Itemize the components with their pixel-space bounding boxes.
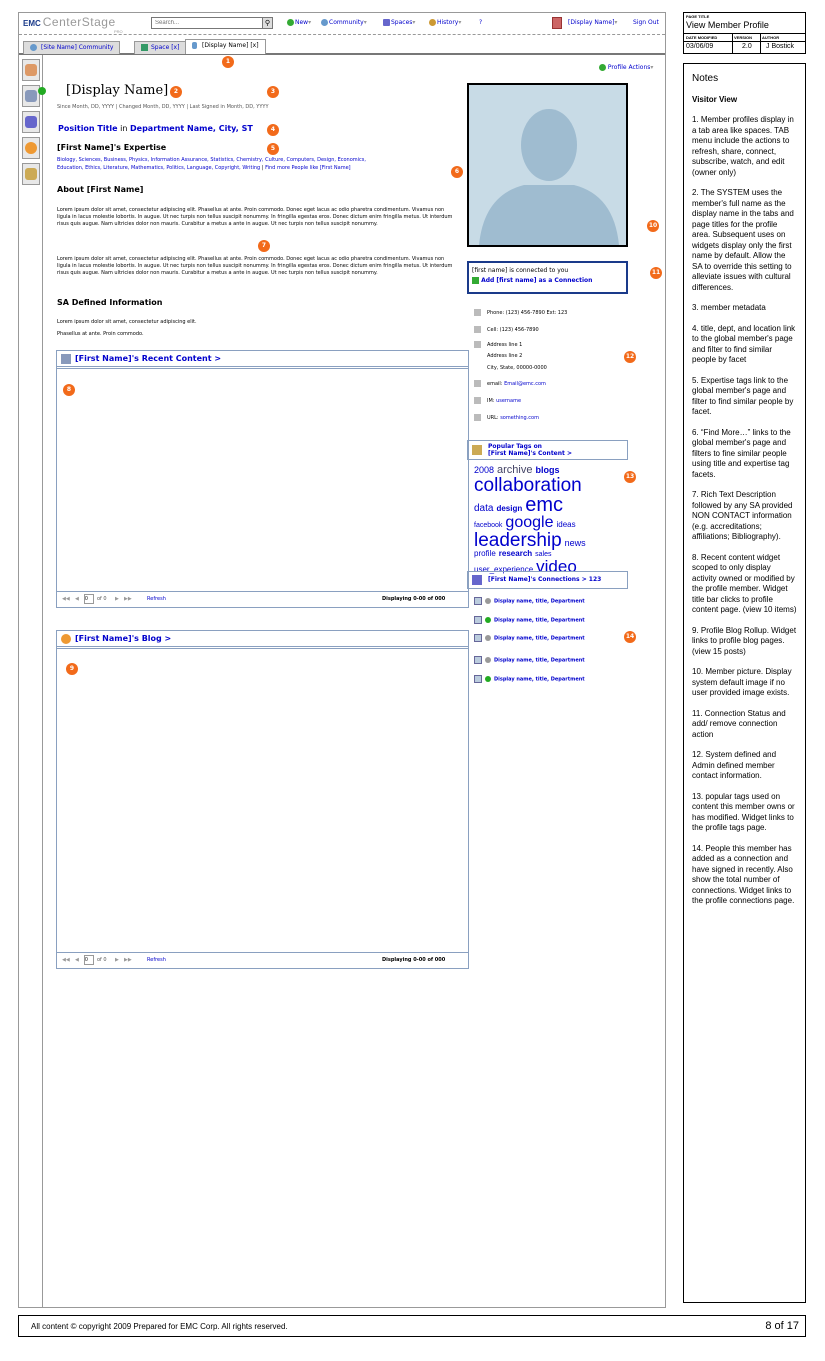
default-avatar-icon	[469, 85, 626, 245]
contact-address-2: Address line 2	[487, 353, 523, 359]
sa-paragraph-2: Phasellus at ante. Proin commodo.	[57, 331, 144, 337]
avatar	[474, 616, 482, 624]
tag-link[interactable]: sales	[535, 551, 552, 558]
email-link[interactable]: Email@emc.com	[504, 381, 546, 387]
avatar	[474, 675, 482, 683]
note-item: 3. member metadata	[692, 303, 766, 312]
annotation-badge-14: 14	[624, 631, 636, 643]
tag-link[interactable]: emc	[525, 494, 564, 516]
connections-icon	[25, 116, 37, 128]
url-link[interactable]: something.com	[500, 415, 539, 421]
connection-row[interactable]: Display name, title, Department	[474, 597, 585, 605]
logo[interactable]	[23, 15, 123, 34]
contact-cell: Cell: (123) 456-7890	[474, 326, 539, 333]
page-input[interactable]	[84, 594, 94, 604]
tag-link[interactable]: design	[496, 504, 523, 513]
tag-link[interactable]: google	[505, 514, 554, 531]
blog-title[interactable]: [First Name]'s Blog >	[57, 631, 468, 649]
annotation-badge-9: 9	[66, 663, 78, 675]
blog-icon	[25, 142, 37, 154]
contact-phone: Phone: (123) 456-7890 Ext: 123	[474, 309, 567, 316]
recent-pager	[57, 591, 468, 607]
copyright: All content © copyright 2009 Prepared for EMC Corp. All rights reserved.	[31, 1322, 288, 1331]
annotation-badge-4: 4	[267, 124, 279, 136]
last-page-icon[interactable]: ▶▶	[124, 596, 132, 602]
tab-bar	[19, 39, 665, 55]
cell-icon	[474, 326, 481, 333]
connection-row[interactable]: Display name, title, Department	[474, 616, 585, 624]
status-dot-icon	[485, 635, 491, 641]
page-input[interactable]	[84, 955, 94, 965]
tag-link[interactable]: archive	[497, 464, 533, 476]
actions-icon	[599, 64, 606, 71]
expertise-tags-line2: Education, Ethics, Literature, Mathematics, Politics, Language, Copyright, Writing | Find more People like [First Name]	[57, 165, 351, 171]
community-icon	[30, 44, 37, 51]
blog-tool[interactable]	[22, 137, 40, 159]
add-connection-icon	[472, 277, 479, 284]
chevron-down-icon: ▾	[412, 19, 416, 26]
blog-widget	[56, 630, 469, 969]
tab-space[interactable]: Space [x]	[134, 41, 186, 54]
tag-link[interactable]: profile	[474, 549, 496, 558]
annotation-badge-5: 5	[267, 143, 279, 155]
content-icon	[25, 90, 37, 102]
user-avatar-icon	[552, 17, 562, 29]
prev-page-icon[interactable]: ◀	[75, 957, 79, 963]
page-number: 8 of 17	[765, 1320, 799, 1332]
connection-status: [first name] is connected to you	[472, 267, 569, 274]
next-page-icon[interactable]: ▶	[115, 957, 119, 963]
first-page-icon[interactable]: ◀◀	[62, 957, 70, 963]
contact-url: URL: something.com	[474, 414, 539, 421]
nav-spaces[interactable]: Spaces▾	[383, 19, 415, 26]
annotation-badge-3: 3	[267, 86, 279, 98]
recent-content-title[interactable]: [First Name]'s Recent Content >	[57, 351, 468, 369]
connection-row[interactable]: Display name, title, Department	[474, 634, 585, 642]
connections-icon	[472, 575, 482, 585]
annotation-badge-13: 13	[624, 471, 636, 483]
expertise-heading: [First Name]'s Expertise	[57, 143, 167, 152]
note-item: 13. popular tags used on content this member owns or has modified. Widget links to the profile tags page.	[692, 791, 795, 832]
status-dot-icon	[485, 617, 491, 623]
annotation-badge-11: 11	[650, 267, 662, 279]
page-count: of 0	[97, 957, 107, 963]
status-dot-icon	[485, 598, 491, 604]
im-link[interactable]: username	[496, 398, 522, 404]
member-photo	[467, 83, 628, 247]
note-item: 1. Member profiles display in a tab area like spaces. TAB menu include the actions to refresh, share, connect, subscribe, watch, and edit (owner only)	[692, 115, 794, 177]
url-icon	[474, 414, 481, 421]
search-input[interactable]	[151, 17, 273, 29]
in-text: in	[120, 124, 128, 133]
note-item: 2. The SYSTEM uses the member's full name as the display name in the tabs and page titles for the profile area. Subsequent uses on widgets display only the first name by default. Allow the SA to override this setting to alleviate issues with cultural differences.	[692, 188, 794, 292]
connection-row[interactable]: Display name, title, Department	[474, 675, 585, 683]
tags-icon	[25, 168, 37, 180]
notes-subheading: Visitor View	[692, 94, 738, 104]
first-page-icon[interactable]: ◀◀	[62, 596, 70, 602]
sa-paragraph-1: Lorem ipsum dolor sit amet, consectetur adipiscing elit.	[57, 319, 197, 325]
last-page-icon[interactable]: ▶▶	[124, 957, 132, 963]
person-icon	[25, 64, 37, 76]
connections-title[interactable]: [First Name]'s Connections > 123	[467, 571, 628, 589]
annotation-badge-2: 2	[170, 86, 182, 98]
author-value: J Bostick	[766, 43, 795, 50]
date-label: DATE MODIFIED	[686, 35, 718, 40]
author-label: AUTHOR	[762, 35, 780, 40]
connection-row[interactable]: Display name, title, Department	[474, 656, 585, 664]
connection-status-box	[467, 261, 628, 294]
department-link[interactable]: Department Name, City, ST	[130, 124, 253, 133]
note-item: 4. title, dept, and location link to the global member's page and filter to find similar people by facet	[692, 323, 796, 364]
note-item: 5. Expertise tags link to the global member's page and filter to find similar people by facet.	[692, 375, 794, 416]
display-name: [Display Name]	[66, 83, 169, 98]
tag-link[interactable]: facebook	[474, 522, 503, 529]
title-block	[683, 12, 806, 54]
blog-icon	[61, 634, 71, 644]
contact-im: IM: username	[474, 397, 521, 404]
help-icon[interactable]: ?	[479, 19, 483, 26]
tags-icon	[472, 445, 482, 455]
tag-link[interactable]: ideas	[556, 520, 576, 529]
tag-link[interactable]: collaboration	[474, 475, 582, 496]
tag-link[interactable]: 2008	[474, 465, 495, 475]
status-dot-icon	[485, 676, 491, 682]
logo-name: CenterStage	[42, 15, 116, 29]
note-item: 11. Connection Status and add/ remove connection action	[692, 708, 786, 739]
avatar	[474, 597, 482, 605]
contact-address-1: Address line 1	[474, 341, 522, 348]
position-title-link[interactable]: Position Title	[58, 124, 118, 133]
profile-tool[interactable]	[22, 59, 40, 81]
chevron-down-icon: ▾	[650, 64, 654, 71]
sa-heading: SA Defined Information	[57, 298, 163, 307]
version-value: 2.0	[742, 43, 752, 50]
chevron-down-icon: ▾	[308, 19, 312, 26]
add-connection-link[interactable]: Add [first name] as a Connection	[472, 277, 623, 284]
note-item: 10. Member picture. Display system default image if no user provided image exists.	[692, 667, 792, 697]
prev-page-icon[interactable]: ◀	[75, 596, 79, 602]
refresh-link[interactable]: Refresh	[147, 957, 166, 963]
new-icon	[287, 19, 294, 26]
note-item: 12. System defined and Admin defined member contact information.	[692, 750, 777, 780]
nav-new[interactable]: New▾	[287, 19, 311, 26]
member-metadata: Since Month, DD, YYYY | Changed Month, DD, YYYY | Last Signed in Month, DD, YYYY	[57, 104, 269, 110]
note-item: 7. Rich Text Description followed by any SA provided NON CONTACT information (e.g. accreditations; affiliations; Bibliography).	[692, 490, 793, 541]
page-title: View Member Profile	[686, 20, 769, 30]
about-paragraph-2: Lorem ipsum dolor sit amet, consectetur adipiscing elit. Phasellus at ante. Proin commodo. Donec eget lacus ac odio pharetra condimentum. Vivamus non ligula in lacus molestie lobortis. In augue. Ut nec turpis non tellus suscipit nonummy. In fringilla egestas eros. Donec dictum enim fringilla metus. Ut interdum risus quis augue. Nam ultricies dolor non mauris. Curabitur a metus a ante in augue. Ut nec turpis non tellus suscipit nonummy.	[57, 256, 453, 276]
content-icon	[61, 354, 71, 364]
chevron-down-icon: ▾	[458, 19, 462, 26]
side-toolbar	[19, 55, 43, 1307]
about-heading: About [First Name]	[57, 185, 144, 194]
chevron-down-icon: ▾	[363, 19, 367, 26]
expertise-tags-2[interactable]: Education, Ethics, Literature, Mathematics, Politics, Language, Copyright, Writing	[57, 165, 261, 171]
search-icon[interactable]: ⚲	[262, 17, 273, 29]
tag-link[interactable]: research	[498, 549, 533, 558]
footer	[18, 1315, 806, 1337]
contact-city: City, State, 00000-0000	[487, 365, 547, 371]
logo-sub: PRO	[114, 29, 123, 34]
tag-link[interactable]: user_experience	[474, 565, 534, 574]
address-icon	[474, 341, 481, 348]
nav-community[interactable]: Community▾	[321, 19, 367, 26]
person-icon	[192, 42, 197, 49]
profile-actions-menu[interactable]: Profile Actions▾	[599, 64, 653, 71]
find-more-link[interactable]: Find more People like [First Name]	[265, 165, 351, 171]
user-menu[interactable]: [Display Name]▾	[568, 19, 618, 26]
avatar	[474, 656, 482, 664]
spaces-icon	[383, 19, 390, 26]
position-line	[58, 124, 253, 133]
note-item: 8. Recent content widget scoped to only display activity owned or modified by the profile member. Widget title bar clicks to profile content page. (view 10 items)	[692, 552, 797, 614]
refresh-link[interactable]: Refresh	[147, 596, 166, 602]
status-dot-icon	[485, 657, 491, 663]
history-icon	[429, 19, 436, 26]
nav-history[interactable]: History▾	[429, 19, 461, 26]
page-count: of 0	[97, 596, 107, 602]
connections-tool[interactable]	[22, 111, 40, 133]
about-paragraph-1: Lorem ipsum dolor sit amet, consectetur adipiscing elit. Phasellus at ante. Proin commodo. Donec eget lacus ac odio pharetra condimentum. Vivamus non ligula in lacus molestie lobortis. In augue. Ut nec turpis non tellus suscipit nonummy. In fringilla egestas eros. Donec dictum enim fringilla metus. Ut interdum risus quis augue. Nam ultricies dolor non mauris. Curabitur a metus a ante in augue. Ut nec turpis non tellus suscipit nonummy.	[57, 207, 453, 227]
annotation-badge-12: 12	[624, 351, 636, 363]
tag-link[interactable]: leadership	[474, 530, 562, 551]
email-icon	[474, 380, 481, 387]
page-title-label: PAGE TITLE	[686, 14, 710, 19]
tab-community[interactable]: [Site Name] Community	[23, 41, 120, 54]
tag-link[interactable]: video	[536, 557, 577, 576]
next-page-icon[interactable]: ▶	[115, 596, 119, 602]
space-icon	[141, 44, 148, 51]
community-icon	[321, 19, 328, 26]
logo-emc: EMC	[23, 19, 41, 28]
content-tool[interactable]	[22, 85, 40, 107]
popular-tags-title[interactable]: Popular Tags on [First Name]'s Content >	[467, 440, 628, 460]
tags-tool[interactable]	[22, 163, 40, 185]
note-item: 9. Profile Blog Rollup. Widget links to profile blog pages. (view 15 posts)	[692, 625, 797, 656]
online-status-icon	[38, 87, 46, 95]
displaying-count: Displaying 0-00 of 000	[382, 596, 446, 602]
signout-link[interactable]: Sign Out	[633, 19, 659, 26]
version-label: VERSION	[734, 35, 753, 40]
tag-cloud	[474, 465, 624, 575]
recent-content-widget	[56, 350, 469, 608]
blog-pager	[57, 952, 468, 968]
date-value: 03/06/09	[686, 43, 714, 50]
note-item: 6. “Find More…” links to the global member's page and filters to fine similar people using title and expertise tag facets.	[692, 427, 791, 479]
annotation-badge-7: 7	[258, 240, 270, 252]
top-bar	[19, 13, 665, 35]
chevron-down-icon: ▾	[614, 19, 618, 26]
notes-heading: Notes	[692, 73, 719, 84]
annotation-badge-6: 6	[451, 166, 463, 178]
expertise-tags[interactable]: Biology, Sciences, Business, Physics, Information Assurance, Statistics, Chemistry, Culture, Computers, Design, Economics,	[57, 157, 366, 163]
note-item: 14. People this member has added as a connection and have signed in recently. Also show the total number of connections. Widget links to the profile connections page.	[692, 843, 795, 905]
notes-panel	[683, 63, 806, 1303]
tag-link[interactable]: data	[474, 503, 494, 514]
annotation-badge-8: 8	[63, 384, 75, 396]
contact-email: email: Email@emc.com	[474, 380, 546, 387]
avatar	[474, 634, 482, 642]
im-icon	[474, 397, 481, 404]
tab-profile[interactable]: [Display Name] [x]	[185, 39, 266, 54]
displaying-count: Displaying 0-00 of 000	[382, 957, 446, 963]
annotation-badge-10: 10	[647, 220, 659, 232]
tag-link[interactable]: blogs	[535, 465, 560, 475]
phone-icon	[474, 309, 481, 316]
annotation-badge-1: 1	[222, 56, 234, 68]
tag-link[interactable]: news	[564, 538, 586, 548]
